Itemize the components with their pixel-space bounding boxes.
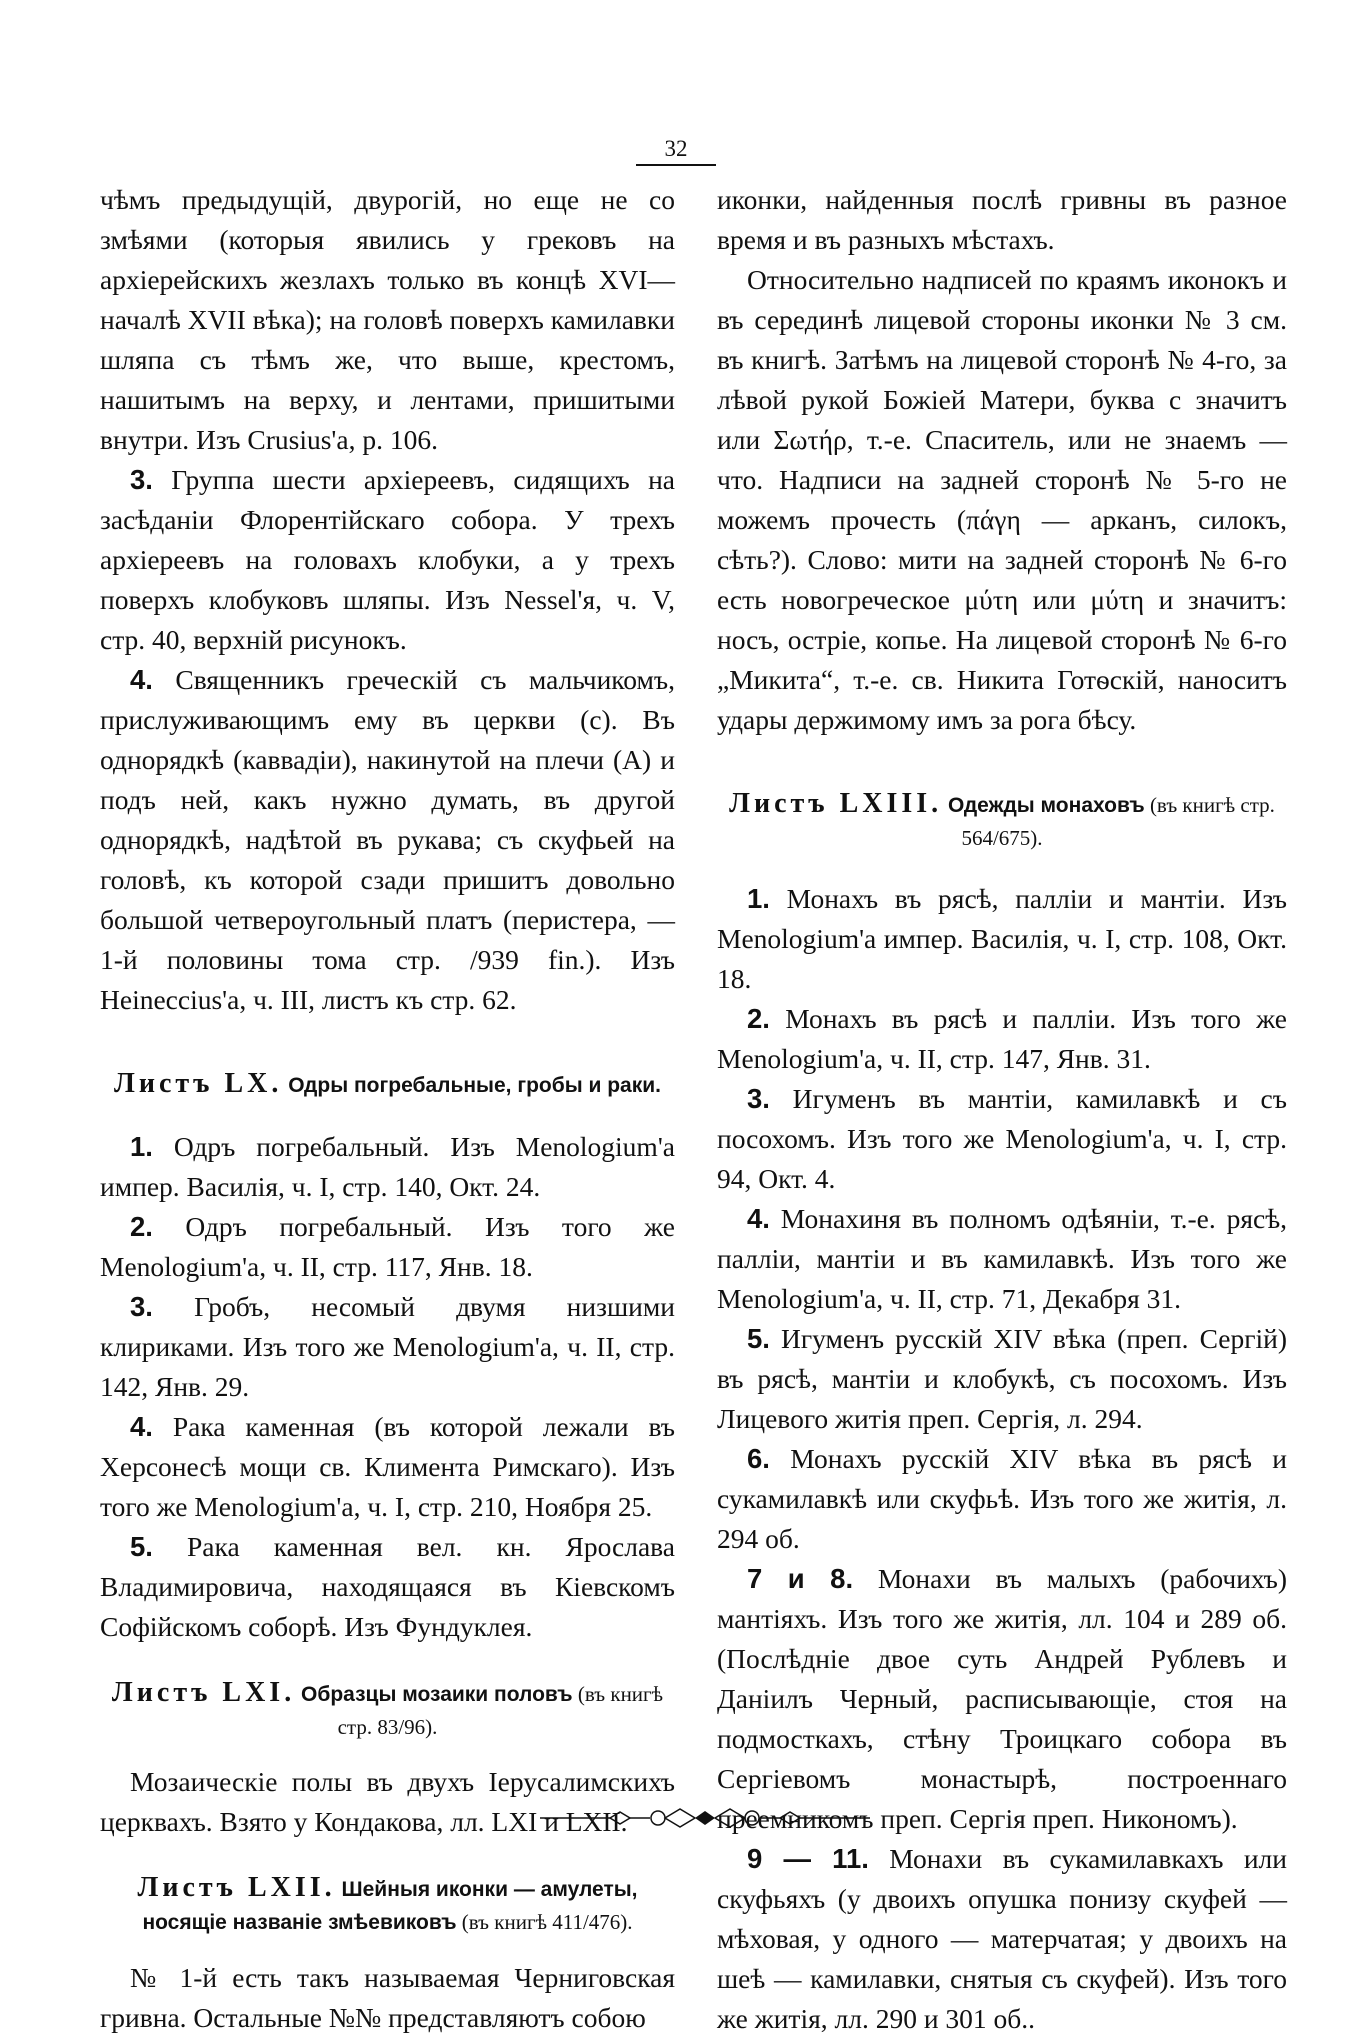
item-text: Священникъ греческій съ мальчикомъ, прислуживающимъ ему въ церкви (c). Въ однорядкѣ (каввадіи), накинутой на плечи (A) и подъ ней, какъ нужно думать, въ другой однорядкѣ, надѣтой въ рукава; съ скуфьей на головѣ, къ которой сзади пришитъ довольно большой четвероугольный платъ (перистера, — 1-й половины тома стр. /939 fin.). Изъ Heineccius'а, ч. III, листъ къ стр. 62. [100, 664, 675, 1015]
paragraph: Мозаическіе полы въ двухъ Іерусалимскихъ церквахъ. Взято у Кондакова, лл. LXI и LXII. [100, 1766, 675, 1837]
intro-paragraph: чѣмъ предыдущій, двурогій, но еще не со змѣями (которыя явились у грековъ на архіерейскихъ жезлахъ только въ концѣ XVI—началѣ XVII вѣка); на головѣ поверхъ камилавки шляпа съ тѣмъ же, что выше, крестомъ, нашитымъ на верху, и лентами, пришитыми внутри. Изъ Crusius'а, р. 106. [100, 184, 675, 455]
section-heading-sheet-61 [100, 1677, 675, 1742]
item-number: 4. [747, 1203, 770, 1234]
item-number: 5. [747, 1323, 770, 1354]
item-text: Монахъ въ рясѣ, палліи и мантіи. Изъ Menologium'а импер. Василія, ч. I, стр. 108, Окт. 18. [717, 883, 1287, 994]
item-text: Игуменъ въ мантіи, камилавкѣ и съ посохомъ. Изъ того же Menologium'а, ч. I, стр. 94, Окт. 4. [717, 1083, 1287, 1194]
list-item [100, 1407, 675, 1527]
list-item [717, 1559, 1287, 1839]
item-text: Монахъ въ рясѣ и палліи. Изъ того же Menologium'а, ч. II, стр. 147, Янв. 31. [717, 1003, 1287, 1074]
heading-reference: (въ книгѣ стр. 83/96). [337, 1682, 664, 1739]
left-column [100, 180, 675, 2038]
item-text: Монахиня въ полномъ одѣяніи, т.-е. рясѣ, палліи, мантіи и въ камилавкѣ. Изъ того же Menologium'а, ч. II, стр. 71, Декабря 31. [717, 1203, 1287, 1314]
list-item [100, 1287, 675, 1407]
item-number: 3. [747, 1083, 770, 1114]
item-text: Монахъ русскій XIV вѣка въ рясѣ и сукамилавкѣ или скуфьѣ. Изъ того же житія, л. 294 об. [717, 1443, 1287, 1554]
list-item [717, 999, 1287, 1079]
item-number: 5. [130, 1531, 153, 1562]
heading-title: Одежды монаховъ [942, 794, 1145, 817]
section-heading-sheet-60 [100, 1068, 675, 1101]
item-text: Одръ погребальный. Изъ того же Menologium'а, ч. II, стр. 117, Янв. 18. [100, 1211, 675, 1282]
item-text: Рака каменная вел. кн. Ярослава Владимировича, находящаяся въ Кіевскомъ Софійскомъ соборѣ. Изъ Фундуклея. [100, 1531, 675, 1642]
list-item [100, 460, 675, 660]
heading-reference: (въ книгѣ 411/476). [456, 1910, 633, 1934]
item-number: 1. [747, 883, 770, 914]
heading-reference: (въ книгѣ стр. 564/675). [961, 793, 1275, 850]
paragraph: № 1-й есть такъ называемая Черниговская гривна. Остальные №№ представляютъ собою [100, 1962, 675, 2033]
continued-paragraph: иконки, найденныя послѣ гривны въ разное время и въ разныхъ мѣстахъ. [717, 184, 1287, 255]
item-number: 3. [130, 1291, 153, 1322]
page-number: 32 [636, 136, 716, 166]
heading-title: Образцы мозаики половъ [295, 1683, 573, 1706]
heading-label: Листъ LXI. [111, 1677, 296, 1708]
heading-title: Шейныя иконки — амулеты, носящіе названіе змѣевиковъ [142, 1878, 638, 1934]
item-text: Гробъ, несомый двумя низшими клириками. Изъ того же Menologium'а, ч. II, стр. 142, Янв. 29. [100, 1291, 675, 1402]
item-number: 4. [130, 1411, 153, 1442]
list-item [100, 1207, 675, 1287]
item-number: 2. [747, 1003, 770, 1034]
item-text: Рака каменная (въ которой лежали въ Херсонесѣ мощи св. Климента Римскаго). Изъ того же Menologium'а, ч. I, стр. 210, Ноября 25. [100, 1411, 675, 1522]
item-text: Игуменъ русскій XIV вѣка (преп. Сергій) въ рясѣ, мантіи и клобукѣ, съ посохомъ. Изъ Лицевого житія преп. Сергія, л. 294. [717, 1323, 1287, 1434]
list-item [717, 1079, 1287, 1199]
section-heading-sheet-62 [100, 1872, 675, 1938]
decorative-ornament-icon [540, 1806, 870, 1830]
heading-title: Одры погребальные, гробы и раки. [282, 1074, 661, 1097]
list-item [717, 1839, 1287, 2039]
item-text: Одръ погребальный. Изъ Menologium'а импер. Василія, ч. I, стр. 140, Окт. 24. [100, 1131, 675, 1202]
list-item [100, 1127, 675, 1207]
heading-label: Листъ LX. [114, 1068, 283, 1099]
right-column [717, 180, 1287, 2039]
item-text: Монахи въ малыхъ (рабочихъ) мантіяхъ. Изъ того же житія, лл. 104 и 289 об. (Послѣдніе двое суть Андрей Рублевъ и Даніилъ Черный, расписывающіе, стоя на подмосткахъ, стѣну Троицкаго собора въ Сергіевомъ монастырѣ, построеннаго преемникомъ преп. Сергія преп. Никономъ). [717, 1563, 1288, 1834]
item-number: 3. [130, 464, 153, 495]
list-item [100, 660, 675, 1020]
heading-label: Листъ LXII. [137, 1872, 336, 1903]
item-number: 1. [130, 1131, 153, 1162]
list-item [717, 1319, 1287, 1439]
item-number: 9 — 11. [747, 1843, 869, 1874]
item-number: 4. [130, 664, 153, 695]
section-heading-sheet-63 [717, 788, 1287, 853]
item-text: Монахи въ сукамилавкахъ или скуфьяхъ (у двоихъ опушка понизу скуфей — мѣховая, у одного — матерчатая; у двоихъ на шеѣ — камилавки, снятыя съ скуфей). Изъ того же житія, лл. 290 и 301 об.. [717, 1843, 1287, 2034]
heading-label: Листъ LXIII. [729, 788, 943, 819]
list-item [717, 879, 1287, 999]
paragraph: Относительно надписей по краямъ иконокъ и въ серединѣ лицевой стороны иконки № 3 см. въ книгѣ. Затѣмъ на лицевой сторонѣ № 4-го, за лѣвой рукой Божіей Матери, буква с значитъ или Σωτήρ, т.-е. Спаситель, или не знаемъ — что. Надписи на задней сторонѣ № 5-го не можемъ прочесть (πάγη — арканъ, силокъ, сѣть?). Слово: мити на задней сторонѣ № 6-го есть новогреческое μύτη или μύτη и значитъ: носъ, остріе, копье. На лицевой сторонѣ № 6-го „Микита“, т.-е. св. Никита Готѳскій, наноситъ удары держимому имъ за рога бѣсу. [717, 264, 1287, 735]
item-number: 6. [747, 1443, 770, 1474]
item-text: Группа шести архіереевъ, сидящихъ на засѣданіи Флорентійскаго собора. У трехъ архіереевъ на головахъ клобуки, а у трехъ поверхъ клобуковъ шляпы. Изъ Nessel'я, ч. V, стр. 40, верхній рисунокъ. [100, 464, 675, 655]
item-number: 2. [130, 1211, 153, 1242]
list-item [717, 1199, 1287, 1319]
list-item [100, 1527, 675, 1647]
item-number: 7 и 8. [747, 1563, 854, 1594]
list-item [717, 1439, 1287, 1559]
